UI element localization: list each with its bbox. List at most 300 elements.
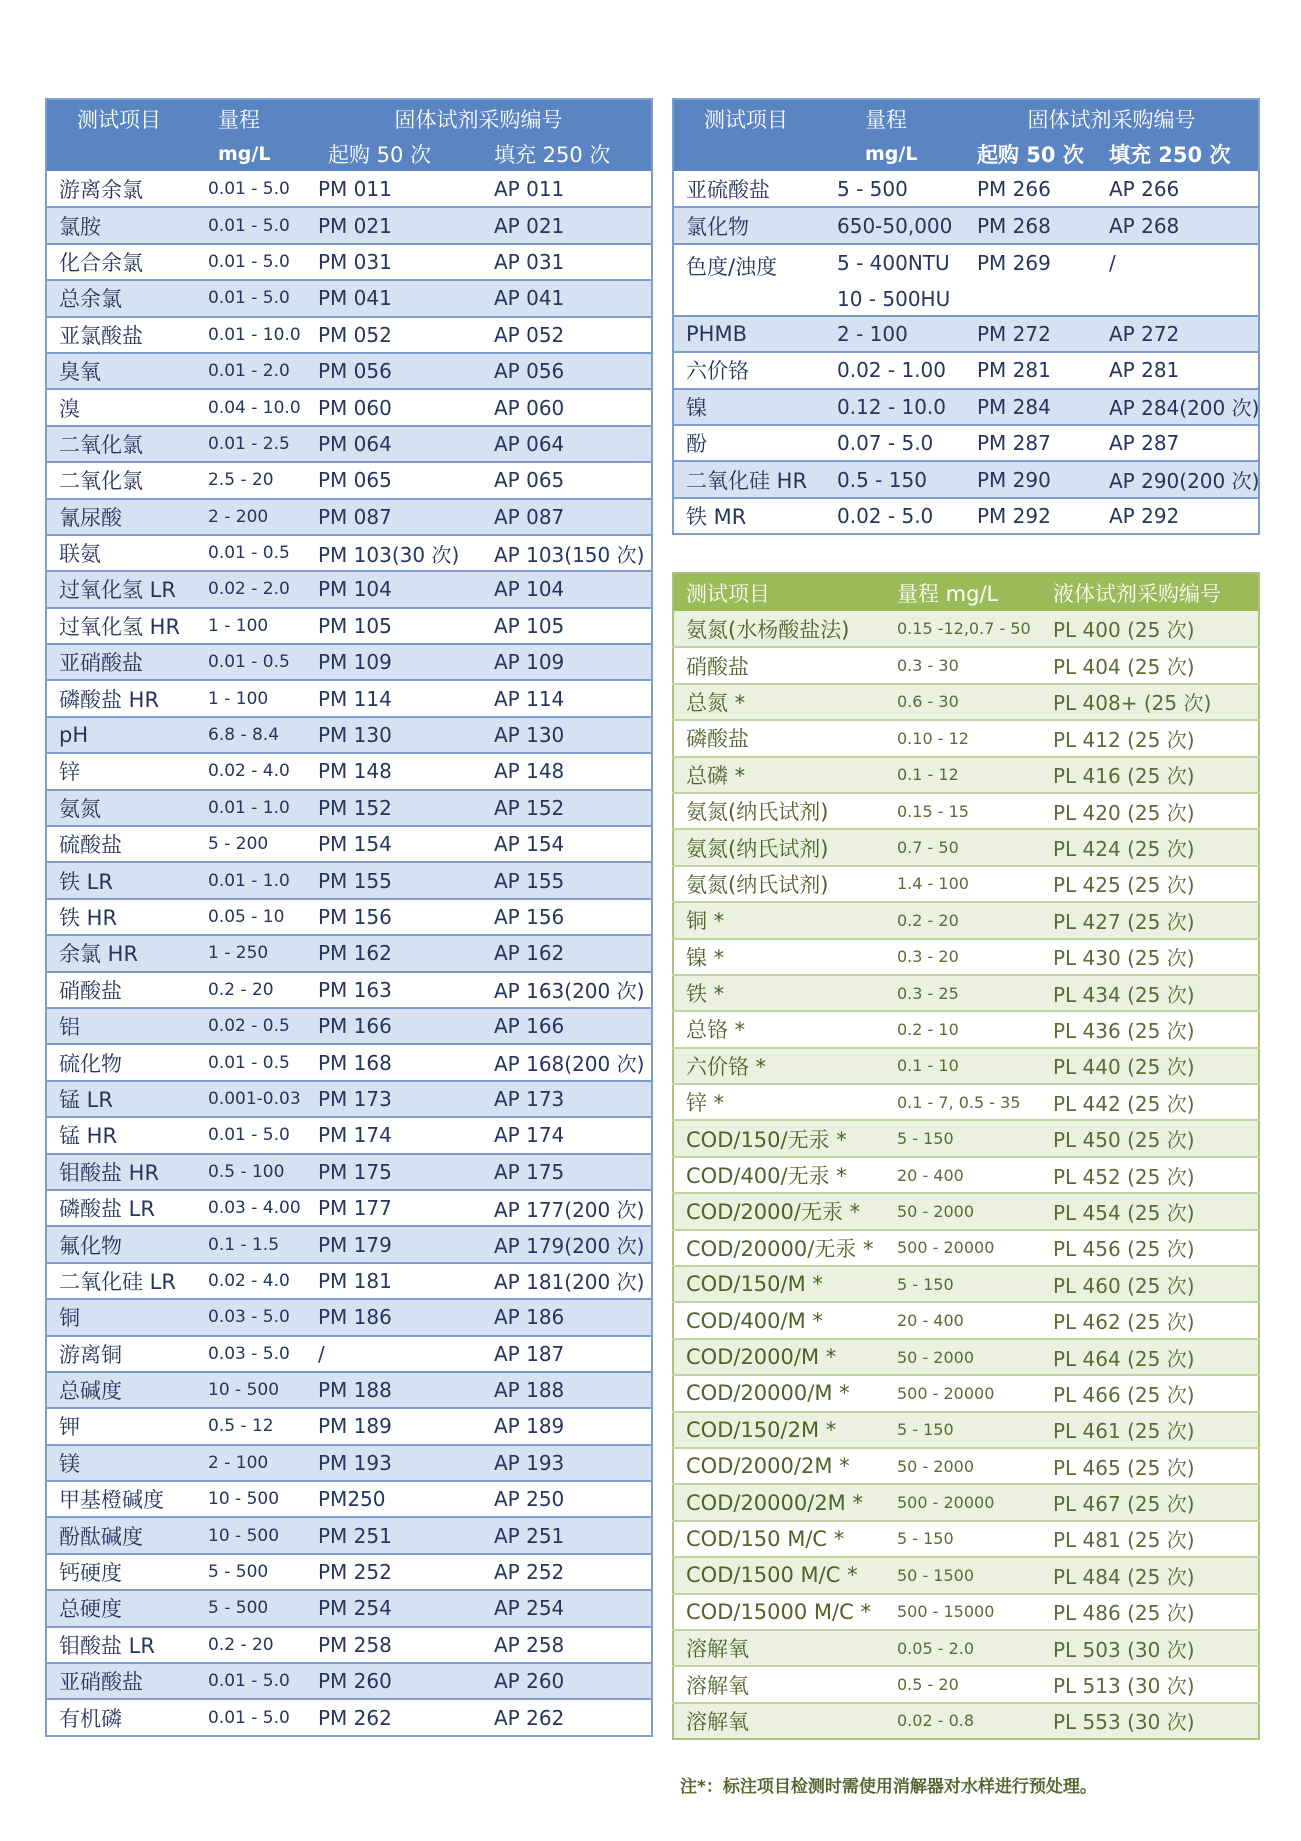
- ap-code: AP 189: [478, 1408, 652, 1444]
- ap-code: AP 287: [1089, 425, 1259, 461]
- table-row: [46, 353, 652, 389]
- test-item-name: 氨氮(水杨酸盐法): [673, 611, 885, 647]
- test-item-name: 氨氮(纳氏试剂): [673, 866, 885, 902]
- range-value: 2 - 200: [196, 499, 306, 535]
- range-value: [825, 352, 965, 388]
- header-solid-code: 固体试剂采购编号: [306, 99, 652, 137]
- range-value: 10 - 500: [196, 1372, 306, 1408]
- pm-code: PM250: [306, 1481, 478, 1517]
- range-value: 0.3 - 25: [885, 975, 1041, 1011]
- range-value: 0.15 - 15: [885, 793, 1041, 829]
- ap-code: AP 292: [1089, 498, 1259, 534]
- pm-code: PM 193: [306, 1445, 478, 1481]
- pm-code: PM 251: [306, 1517, 478, 1553]
- ap-code: AP 177(200 次): [478, 1190, 652, 1226]
- test-item-name: 氟化物: [46, 1226, 196, 1262]
- pm-code: PM 154: [306, 826, 478, 862]
- left-reagent-table: [45, 98, 653, 1737]
- range-value: 0.01 - 2.5: [196, 426, 306, 462]
- pl-code: PL 420 (25 次): [1041, 793, 1259, 829]
- pm-code: PM 287: [965, 425, 1089, 461]
- range-line: 650-50,000: [837, 213, 953, 238]
- pm-code: PM 163: [306, 972, 478, 1008]
- pl-code: PL 481 (25 次): [1041, 1521, 1259, 1557]
- test-item-name: 铁 MR: [673, 498, 825, 534]
- pm-code: PM 064: [306, 426, 478, 462]
- test-item-name: 溶解氧: [673, 1666, 885, 1702]
- range-value: 2.5 - 20: [196, 462, 306, 498]
- table-row: [673, 1412, 1259, 1448]
- test-item-name: 总磷 *: [673, 757, 885, 793]
- table-row: [46, 1517, 652, 1553]
- pm-code: PM 175: [306, 1154, 478, 1190]
- ap-code: AP 041: [478, 280, 652, 316]
- pm-code: PM 087: [306, 499, 478, 535]
- table-row: [46, 1699, 652, 1735]
- range-value: [825, 316, 965, 352]
- table-row: [673, 1521, 1259, 1557]
- pm-code: PM 155: [306, 862, 478, 898]
- table-row: [673, 1302, 1259, 1338]
- pm-code: PM 105: [306, 608, 478, 644]
- table-row: [673, 461, 1259, 497]
- header-item: 测试项目: [673, 573, 885, 611]
- range-value: 0.01 - 0.5: [196, 644, 306, 680]
- pm-code: PM 186: [306, 1299, 478, 1335]
- test-item-name: 亚硝酸盐: [46, 1663, 196, 1699]
- test-item-name: 氨氮(纳氏试剂): [673, 829, 885, 865]
- pm-code: PM 103(30 次): [306, 535, 478, 571]
- ap-code: AP 272: [1089, 316, 1259, 352]
- range-value: 0.03 - 5.0: [196, 1299, 306, 1335]
- range-value: 0.01 - 5.0: [196, 1117, 306, 1153]
- pl-code: PL 425 (25 次): [1041, 866, 1259, 902]
- test-item-name: 溶解氧: [673, 1630, 885, 1666]
- pm-code: PM 052: [306, 317, 478, 353]
- table-row: [673, 829, 1259, 865]
- range-value: 50 - 1500: [885, 1557, 1041, 1593]
- ap-code: AP 148: [478, 753, 652, 789]
- pm-code: PM 162: [306, 935, 478, 971]
- table-row: [46, 1554, 652, 1590]
- test-item-name: 余氯 HR: [46, 935, 196, 971]
- ap-code: AP 163(200 次): [478, 972, 652, 1008]
- test-item-name: COD/150 M/C *: [673, 1521, 885, 1557]
- pm-code: PM 021: [306, 207, 478, 243]
- pm-code: PM 188: [306, 1372, 478, 1408]
- table-row: [46, 1299, 652, 1335]
- pm-code: PM 179: [306, 1226, 478, 1262]
- range-value: 0.05 - 10: [196, 899, 306, 935]
- test-item-name: 游离余氯: [46, 171, 196, 207]
- range-value: 0.01 - 5.0: [196, 1699, 306, 1735]
- range-value: 0.01 - 5.0: [196, 207, 306, 243]
- pm-code: PM 181: [306, 1263, 478, 1299]
- range-line: 0.12 - 10.0: [837, 394, 946, 419]
- table-row: [46, 972, 652, 1008]
- pm-code: PM 174: [306, 1117, 478, 1153]
- range-line: 5 - 500: [837, 176, 908, 201]
- table-row: [673, 207, 1259, 243]
- ap-code: AP 031: [478, 244, 652, 280]
- ap-code: AP 109: [478, 644, 652, 680]
- pm-code: PM 173: [306, 1081, 478, 1117]
- pm-code: PM 262: [306, 1699, 478, 1735]
- test-item-name: COD/400/M *: [673, 1302, 885, 1338]
- ap-code: AP 104: [478, 571, 652, 607]
- test-item-name: 联氨: [46, 535, 196, 571]
- header-liquid-code: 液体试剂采购编号: [1041, 573, 1259, 611]
- range-value: 0.01 - 5.0: [196, 244, 306, 280]
- header-range: 量程: [825, 99, 965, 137]
- test-item-name: PHMB: [673, 316, 825, 352]
- ap-code: AP 060: [478, 389, 652, 425]
- table-row: [46, 680, 652, 716]
- header-sub-50: 起购 50 次: [306, 137, 478, 171]
- pm-code: PM 166: [306, 1008, 478, 1044]
- table-row: [46, 207, 652, 243]
- test-item-name: 磷酸盐 HR: [46, 680, 196, 716]
- test-item-name: 氨氮: [46, 790, 196, 826]
- range-value: [825, 461, 965, 497]
- test-item-name: 总碱度: [46, 1372, 196, 1408]
- ap-code: AP 258: [478, 1627, 652, 1663]
- test-item-name: 二氧化硅 HR: [673, 461, 825, 497]
- table-row: [46, 535, 652, 571]
- table-row: [46, 644, 652, 680]
- table-row: [46, 1263, 652, 1299]
- ap-code: AP 260: [478, 1663, 652, 1699]
- table-row: [46, 571, 652, 607]
- range-value: 5 - 150: [885, 1120, 1041, 1156]
- table-row: [46, 790, 652, 826]
- test-item-name: pH: [46, 717, 196, 753]
- test-item-name: 铜 *: [673, 902, 885, 938]
- test-item-name: 过氧化氢 LR: [46, 571, 196, 607]
- range-value: 0.2 - 20: [885, 902, 1041, 938]
- table-row: [46, 1117, 652, 1153]
- pm-code: /: [306, 1336, 478, 1372]
- range-value: 0.01 - 0.5: [196, 1044, 306, 1080]
- range-value: 0.1 - 1.5: [196, 1226, 306, 1262]
- range-value: [825, 389, 965, 425]
- test-item-name: 总余氯: [46, 280, 196, 316]
- pm-code: PM 130: [306, 717, 478, 753]
- table-row: [673, 684, 1259, 720]
- test-item-name: 二氧化硅 LR: [46, 1263, 196, 1299]
- table-row: [673, 389, 1259, 425]
- table-row: [46, 499, 652, 535]
- range-value: 0.01 - 2.0: [196, 353, 306, 389]
- table-row: [673, 498, 1259, 534]
- pl-code: PL 434 (25 次): [1041, 975, 1259, 1011]
- test-item-name: COD/150/无汞 *: [673, 1120, 885, 1156]
- test-item-name: COD/150/2M *: [673, 1412, 885, 1448]
- test-item-name: 有机磷: [46, 1699, 196, 1735]
- table-row: [673, 171, 1259, 207]
- pm-code: PM 056: [306, 353, 478, 389]
- header-item: 测试项目: [46, 99, 196, 137]
- pm-code: PM 148: [306, 753, 478, 789]
- table-row: [673, 1011, 1259, 1047]
- table-row: [46, 1336, 652, 1372]
- range-line: 5 - 400NTU: [837, 250, 950, 275]
- test-item-name: 总氮 *: [673, 684, 885, 720]
- table-row: [673, 1375, 1259, 1411]
- pl-code: PL 467 (25 次): [1041, 1484, 1259, 1520]
- pl-code: PL 452 (25 次): [1041, 1157, 1259, 1193]
- table-row: [46, 862, 652, 898]
- test-item-name: COD/20000/无汞 *: [673, 1230, 885, 1266]
- test-item-name: 过氧化氢 HR: [46, 608, 196, 644]
- table-row: [673, 244, 1259, 316]
- pm-code: PM 114: [306, 680, 478, 716]
- pm-code: PM 104: [306, 571, 478, 607]
- ap-code: AP 281: [1089, 352, 1259, 388]
- pm-code: PM 156: [306, 899, 478, 935]
- table-row: [673, 793, 1259, 829]
- pl-code: PL 416 (25 次): [1041, 757, 1259, 793]
- ap-code: AP 011: [478, 171, 652, 207]
- table-row: [673, 1339, 1259, 1375]
- test-item-name: 二氧化氯: [46, 426, 196, 462]
- range-value: 0.05 - 2.0: [885, 1630, 1041, 1666]
- pl-code: PL 513 (30 次): [1041, 1666, 1259, 1702]
- range-value: 1 - 100: [196, 680, 306, 716]
- test-item-name: COD/2000/M *: [673, 1339, 885, 1375]
- range-value: 0.01 - 5.0: [196, 280, 306, 316]
- pm-code: PM 292: [965, 498, 1089, 534]
- table-row: [46, 1627, 652, 1663]
- table-row: [46, 1008, 652, 1044]
- pl-code: PL 442 (25 次): [1041, 1084, 1259, 1120]
- ap-code: AP 155: [478, 862, 652, 898]
- ap-code: AP 188: [478, 1372, 652, 1408]
- range-value: [825, 171, 965, 207]
- ap-code: AP 250: [478, 1481, 652, 1517]
- range-line: 0.02 - 5.0: [837, 503, 934, 528]
- ap-code: AP 174: [478, 1117, 652, 1153]
- range-value: 0.1 - 7, 0.5 - 35: [885, 1084, 1041, 1120]
- range-value: 1 - 250: [196, 935, 306, 971]
- ap-code: AP 052: [478, 317, 652, 353]
- test-item-name: 铁 HR: [46, 899, 196, 935]
- ap-code: AP 252: [478, 1554, 652, 1590]
- range-line-2: 10 - 500HU: [837, 286, 951, 311]
- range-value: 5 - 500: [196, 1554, 306, 1590]
- table-row: [673, 1448, 1259, 1484]
- pm-code: PM 254: [306, 1590, 478, 1626]
- ap-code: AP 262: [478, 1699, 652, 1735]
- ap-code: AP 166: [478, 1008, 652, 1044]
- header-solid-code: 固体试剂采购编号: [965, 99, 1259, 137]
- test-item-name: 硫化物: [46, 1044, 196, 1080]
- range-value: 0.01 - 10.0: [196, 317, 306, 353]
- test-item-name: 铁 *: [673, 975, 885, 1011]
- test-item-name: 亚硫酸盐: [673, 171, 825, 207]
- test-item-name: 镍 *: [673, 939, 885, 975]
- range-value: 0.01 - 1.0: [196, 790, 306, 826]
- table-row: [673, 1084, 1259, 1120]
- test-item-name: 游离铜: [46, 1336, 196, 1372]
- table-row: [673, 866, 1259, 902]
- range-value: 20 - 400: [885, 1157, 1041, 1193]
- pl-code: PL 460 (25 次): [1041, 1266, 1259, 1302]
- range-line: 0.5 - 150: [837, 467, 927, 492]
- right-top-reagent-table: [672, 98, 1260, 535]
- range-value: 0.1 - 10: [885, 1048, 1041, 1084]
- pm-code: PM 152: [306, 790, 478, 826]
- range-value: 5 - 200: [196, 826, 306, 862]
- ap-code: AP 251: [478, 1517, 652, 1553]
- table-row: [673, 939, 1259, 975]
- ap-code: AP 193: [478, 1445, 652, 1481]
- test-item-name: 亚硝酸盐: [46, 644, 196, 680]
- header-sub-250: 填充 250 次: [1089, 137, 1259, 171]
- pl-code: PL 454 (25 次): [1041, 1193, 1259, 1229]
- pm-code: PM 269: [965, 244, 1089, 316]
- test-item-name: 二氧化氯: [46, 462, 196, 498]
- ap-code: AP 181(200 次): [478, 1263, 652, 1299]
- table-row: [46, 1590, 652, 1626]
- range-value: 5 - 500: [196, 1590, 306, 1626]
- ap-code: AP 105: [478, 608, 652, 644]
- table-row: [46, 280, 652, 316]
- range-value: 2 - 100: [196, 1445, 306, 1481]
- test-item-name: 硫酸盐: [46, 826, 196, 862]
- pm-code: PM 252: [306, 1554, 478, 1590]
- ap-code: AP 268: [1089, 207, 1259, 243]
- range-value: 0.001-0.03: [196, 1081, 306, 1117]
- ap-code: AP 021: [478, 207, 652, 243]
- right-top-table-body: [673, 171, 1259, 534]
- ap-code: AP 056: [478, 353, 652, 389]
- range-value: 0.5 - 100: [196, 1154, 306, 1190]
- table-row: [46, 317, 652, 353]
- pm-code: PM 109: [306, 644, 478, 680]
- right-bottom-table-body: [673, 611, 1259, 1739]
- pl-code: PL 553 (30 次): [1041, 1703, 1259, 1739]
- pl-code: PL 464 (25 次): [1041, 1339, 1259, 1375]
- test-item-name: 铜: [46, 1299, 196, 1335]
- test-item-name: 磷酸盐: [673, 720, 885, 756]
- table-row: [46, 1372, 652, 1408]
- pl-code: PL 427 (25 次): [1041, 902, 1259, 938]
- test-item-name: 钙硬度: [46, 1554, 196, 1590]
- table-row: [46, 1481, 652, 1517]
- header-range: 量程: [196, 99, 306, 137]
- pm-code: PM 065: [306, 462, 478, 498]
- range-value: 0.02 - 2.0: [196, 571, 306, 607]
- pl-code: PL 400 (25 次): [1041, 611, 1259, 647]
- table-row: [46, 1445, 652, 1481]
- range-value: 500 - 20000: [885, 1375, 1041, 1411]
- header-sub-50: 起购 50 次: [965, 137, 1089, 171]
- table-row: [46, 899, 652, 935]
- test-item-name: 氯胺: [46, 207, 196, 243]
- range-value: 0.10 - 12: [885, 720, 1041, 756]
- range-value: 50 - 2000: [885, 1193, 1041, 1229]
- pm-code: PM 258: [306, 1627, 478, 1663]
- table-row: [673, 1703, 1259, 1739]
- table-row: [46, 1408, 652, 1444]
- range-value: [825, 425, 965, 461]
- table-row: [46, 1226, 652, 1262]
- pm-code: PM 260: [306, 1663, 478, 1699]
- header-item: 测试项目: [673, 99, 825, 137]
- footnote: 注*：标注项目检测时需使用消解器对水样进行预处理。: [680, 1777, 1097, 1797]
- pm-code: PM 177: [306, 1190, 478, 1226]
- ap-code: AP 173: [478, 1081, 652, 1117]
- pm-code: PM 272: [965, 316, 1089, 352]
- range-value: 0.6 - 30: [885, 684, 1041, 720]
- test-item-name: 溴: [46, 389, 196, 425]
- table-row: [673, 1666, 1259, 1702]
- range-value: 0.1 - 12: [885, 757, 1041, 793]
- range-value: 0.02 - 4.0: [196, 1263, 306, 1299]
- test-item-name: 亚氯酸盐: [46, 317, 196, 353]
- range-value: 0.3 - 30: [885, 647, 1041, 683]
- range-value: 0.2 - 20: [196, 972, 306, 1008]
- ap-code: AP 162: [478, 935, 652, 971]
- range-value: 0.01 - 0.5: [196, 535, 306, 571]
- header-range-unit: mg/L: [196, 137, 306, 171]
- ap-code: AP 130: [478, 717, 652, 753]
- range-value: 5 - 150: [885, 1266, 1041, 1302]
- pl-code: PL 440 (25 次): [1041, 1048, 1259, 1084]
- ap-code: /: [1089, 244, 1259, 316]
- range-value: 0.03 - 4.00: [196, 1190, 306, 1226]
- test-item-name: 甲基橙碱度: [46, 1481, 196, 1517]
- range-value: 0.01 - 5.0: [196, 171, 306, 207]
- test-item-name: 磷酸盐 LR: [46, 1190, 196, 1226]
- table-row: [46, 1190, 652, 1226]
- range-value: 0.02 - 0.8: [885, 1703, 1041, 1739]
- range-value: 0.7 - 50: [885, 829, 1041, 865]
- table-row: [673, 1557, 1259, 1593]
- range-value: 6.8 - 8.4: [196, 717, 306, 753]
- pm-code: PM 011: [306, 171, 478, 207]
- range-value: [825, 207, 965, 243]
- table-row: [46, 1044, 652, 1080]
- test-item-name: COD/1500 M/C *: [673, 1557, 885, 1593]
- table-row: [673, 1266, 1259, 1302]
- range-value: 0.2 - 10: [885, 1011, 1041, 1047]
- test-item-name: 锰 HR: [46, 1117, 196, 1153]
- test-item-name: 镍: [673, 389, 825, 425]
- right-bottom-liquid-table: [672, 572, 1260, 1740]
- header-sub-250: 填充 250 次: [478, 137, 652, 171]
- test-item-name: 锌: [46, 753, 196, 789]
- test-item-name: 六价铬 *: [673, 1048, 885, 1084]
- test-item-name: 臭氧: [46, 353, 196, 389]
- table-row: [673, 720, 1259, 756]
- left-table-body: [46, 171, 652, 1736]
- pl-code: PL 404 (25 次): [1041, 647, 1259, 683]
- test-item-name: 化合余氯: [46, 244, 196, 280]
- pm-code: PM 284: [965, 389, 1089, 425]
- ap-code: AP 175: [478, 1154, 652, 1190]
- table-row: [46, 826, 652, 862]
- test-item-name: COD/2000/无汞 *: [673, 1193, 885, 1229]
- test-item-name: 锌 *: [673, 1084, 885, 1120]
- header-range-unit: mg/L: [825, 137, 965, 171]
- ap-code: AP 065: [478, 462, 652, 498]
- pl-code: PL 484 (25 次): [1041, 1557, 1259, 1593]
- ap-code: AP 266: [1089, 171, 1259, 207]
- pl-code: PL 462 (25 次): [1041, 1302, 1259, 1338]
- table-row: [673, 757, 1259, 793]
